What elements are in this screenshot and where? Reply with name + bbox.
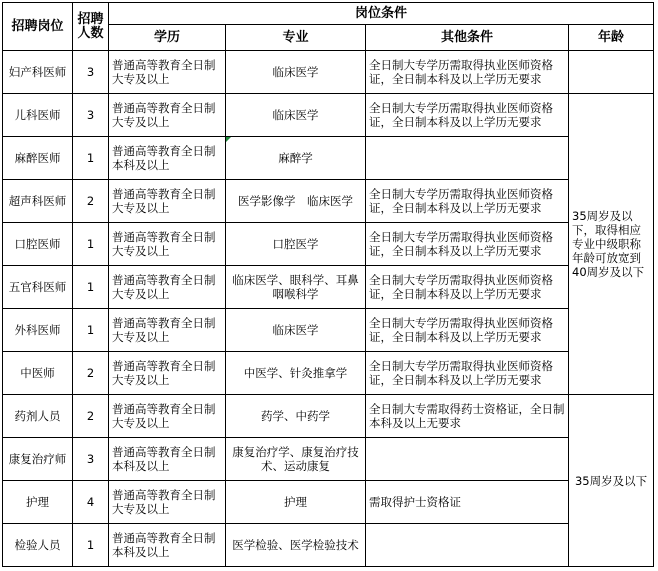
age-cell-empty [569, 51, 654, 94]
position-cell: 五官科医师 [3, 266, 73, 309]
table-row [3, 223, 654, 266]
table-row [3, 438, 654, 481]
count-cell: 4 [73, 481, 109, 524]
major-cell: 口腔医学 [226, 223, 366, 266]
other-cell: 需取得护士资格证 [366, 481, 569, 524]
education-cell: 普通高等教育全日制大专及以上 [109, 395, 226, 438]
position-cell: 儿科医师 [3, 94, 73, 137]
other-cell: 全日制大专学历需取得执业医师资格证，全日制本科及以上学历无要求 [366, 94, 569, 137]
other-cell: 全日制大专学历需取得执业医师资格证，全日制本科及以上学历无要求 [366, 266, 569, 309]
other-cell [366, 438, 569, 481]
education-cell: 普通高等教育全日制本科及以上 [109, 438, 226, 481]
other-cell: 全日制大专需取得药士资格证，全日制本科及以上无要求 [366, 395, 569, 438]
header-education: 学历 [109, 25, 226, 51]
table-row [3, 266, 654, 309]
education-cell: 普通高等教育全日制大专及以上 [109, 266, 226, 309]
position-cell: 中医师 [3, 352, 73, 395]
position-cell: 外科医师 [3, 309, 73, 352]
table-row [3, 180, 654, 223]
count-cell: 3 [73, 438, 109, 481]
other-cell [366, 137, 569, 180]
major-cell: 医学检验、医学检验技术 [226, 524, 366, 567]
position-cell: 麻醉医师 [3, 137, 73, 180]
count-cell: 2 [73, 395, 109, 438]
table-row [3, 395, 654, 438]
count-cell: 3 [73, 51, 109, 94]
age-cell-group1: 35周岁及以下，取得相应专业中级职称年龄可放宽到40周岁及以下 [569, 94, 654, 395]
other-cell [366, 524, 569, 567]
position-cell: 检验人员 [3, 524, 73, 567]
education-cell: 普通高等教育全日制大专及以上 [109, 352, 226, 395]
education-cell: 普通高等教育全日制本科及以上 [109, 137, 226, 180]
major-cell: 护理 [226, 481, 366, 524]
table-row [3, 137, 654, 180]
table-row [3, 481, 654, 524]
table-row [3, 51, 654, 94]
education-cell: 普通高等教育全日制大专及以上 [109, 309, 226, 352]
other-cell: 全日制大专学历需取得执业医师资格证，全日制本科及以上学历无要求 [366, 223, 569, 266]
table-row [3, 524, 654, 567]
age-cell-group2: 35周岁及以下 [569, 395, 654, 567]
major-cell: 中医学、针灸推拿学 [226, 352, 366, 395]
header-position: 招聘岗位 [3, 3, 73, 51]
major-cell: 药学、中药学 [226, 395, 366, 438]
other-cell: 全日制大专学历需取得执业医师资格证，全日制本科及以上学历无要求 [366, 51, 569, 94]
major-cell: 临床医学 [226, 51, 366, 94]
table-row [3, 94, 654, 137]
major-cell: 临床医学 [226, 94, 366, 137]
position-cell: 妇产科医师 [3, 51, 73, 94]
major-cell: 临床医学、眼科学、耳鼻咽喉科学 [226, 266, 366, 309]
count-cell: 1 [73, 137, 109, 180]
major-cell: 麻醉学 [226, 137, 366, 180]
other-cell: 全日制大专学历需取得执业医师资格证，全日制本科及以上学历无要求 [366, 180, 569, 223]
header-other: 其他条件 [366, 25, 569, 51]
education-cell: 普通高等教育全日制大专及以上 [109, 481, 226, 524]
major-cell: 康复治疗学、康复治疗技术、运动康复 [226, 438, 366, 481]
position-cell: 药剂人员 [3, 395, 73, 438]
education-cell: 普通高等教育全日制本科及以上 [109, 524, 226, 567]
education-cell: 普通高等教育全日制大专及以上 [109, 223, 226, 266]
table-row [3, 352, 654, 395]
position-cell: 护理 [3, 481, 73, 524]
position-cell: 超声科医师 [3, 180, 73, 223]
count-cell: 1 [73, 223, 109, 266]
other-cell: 全日制大专学历需取得执业医师资格证，全日制本科及以上学历无要求 [366, 352, 569, 395]
education-cell: 普通高等教育全日制大专及以上 [109, 94, 226, 137]
other-cell: 全日制大专学历需取得执业医师资格证，全日制本科及以上学历无要求 [366, 309, 569, 352]
count-cell: 1 [73, 266, 109, 309]
education-cell: 普通高等教育全日制大专及以上 [109, 51, 226, 94]
position-cell: 口腔医师 [3, 223, 73, 266]
count-cell: 3 [73, 94, 109, 137]
count-cell: 2 [73, 352, 109, 395]
recruitment-table [2, 2, 654, 567]
header-conditions: 岗位条件 [109, 3, 654, 25]
count-cell: 2 [73, 180, 109, 223]
position-cell: 康复治疗师 [3, 438, 73, 481]
header-count: 招聘人数 [73, 3, 109, 51]
count-cell: 1 [73, 309, 109, 352]
count-cell: 1 [73, 524, 109, 567]
header-major: 专业 [226, 25, 366, 51]
major-cell: 临床医学 [226, 309, 366, 352]
table-row [3, 309, 654, 352]
education-cell: 普通高等教育全日制大专及以上 [109, 180, 226, 223]
major-cell: 医学影像学 临床医学 [226, 180, 366, 223]
header-age: 年龄 [569, 25, 654, 51]
